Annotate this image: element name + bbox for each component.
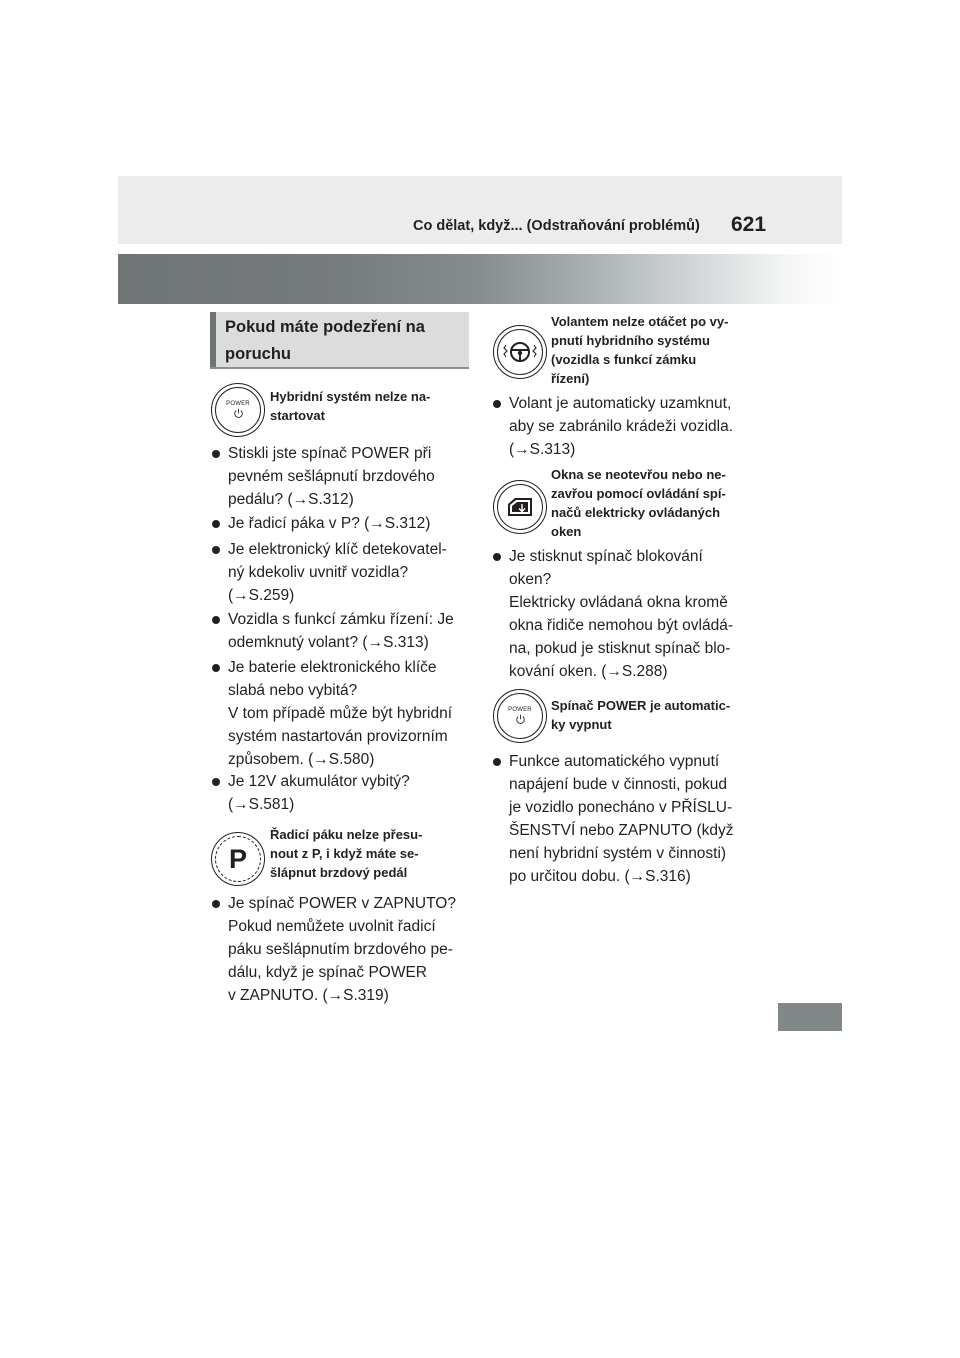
bullet-line: způsobem. (→S.580) xyxy=(228,751,375,768)
case-title-line: oken xyxy=(551,524,582,539)
chapter-side-tab xyxy=(778,1003,842,1031)
bullet-line: dálu, když je spínač POWER xyxy=(228,964,427,981)
heading-rule xyxy=(210,367,469,369)
case-title-steering xyxy=(551,312,728,388)
power-icon-label: POWER xyxy=(508,707,532,713)
bullet-line: odemknutý volant? (→S.313) xyxy=(228,634,429,651)
case-title-line: ky vypnut xyxy=(551,717,612,732)
bullet-line: není hybridní systém v činnosti) xyxy=(509,845,727,862)
case-title-windows xyxy=(551,465,726,541)
park-gear-icon xyxy=(211,832,265,886)
bullet-line: systém nastartován provizorním xyxy=(228,728,448,745)
bullet-dot-icon xyxy=(493,400,501,408)
power-symbol-icon xyxy=(233,408,244,419)
bullet-line: Je stisknut spínač blokování xyxy=(509,548,703,565)
case-title-line: (vozidla s funkcí zámku xyxy=(551,352,697,367)
bullet-line: V tom případě může být hybridní xyxy=(228,705,453,722)
case-title-hybrid-start xyxy=(270,387,430,425)
park-letter: P xyxy=(228,843,247,874)
power-button-icon xyxy=(493,689,547,743)
bullet-line: aby se zabránilo krádeži vozidla. xyxy=(509,418,734,435)
bullet-line: Je řadicí páka v P? (→S.312) xyxy=(228,515,431,532)
bullet-dot-icon xyxy=(212,778,220,786)
case-title-line: Volantem nelze otáčet po vy- xyxy=(551,314,729,329)
bullet-line: oken? xyxy=(509,571,552,588)
bullet-line: Je spínač POWER v ZAPNUTO? xyxy=(228,895,456,912)
header-gradient-bar xyxy=(118,254,842,304)
case-title-line: šlápnut brzdový pedál xyxy=(270,865,408,880)
case-title-line: startovat xyxy=(270,408,325,423)
page-header-title: Co dělat, když... (Odstraňování problémů) xyxy=(413,218,700,234)
bullet-dot-icon xyxy=(212,520,220,528)
bullet-line: (→S.313) xyxy=(509,441,576,458)
power-symbol-icon xyxy=(515,714,526,725)
bullet-dot-icon xyxy=(212,664,220,672)
bullet-line: Stiskli jste spínač POWER při xyxy=(228,445,432,462)
bullet-line: páku sešlápnutím brzdového pe- xyxy=(228,941,453,958)
bullet-dot-icon xyxy=(212,450,220,458)
case-title-line: pnutí hybridního systému xyxy=(551,333,710,348)
bullet-line: v ZAPNUTO. (→S.319) xyxy=(228,987,389,1004)
bullet-line: ŠENSTVÍ nebo ZAPNUTO (když xyxy=(509,822,734,839)
bullet-line: Vozidla s funkcí zámku řízení: Je xyxy=(228,611,454,628)
section-heading xyxy=(210,312,469,368)
bullet-dot-icon xyxy=(212,546,220,554)
steering-wheel-icon xyxy=(502,339,538,365)
bullet-line: pedálu? (→S.312) xyxy=(228,491,354,508)
bullet-line: je vozidlo ponecháno v PŘÍSLU- xyxy=(509,799,733,816)
case-title-shift-lever xyxy=(270,825,422,882)
bullet-line: slabá nebo vybitá? xyxy=(228,682,358,699)
bullet-line: kování oken. (→S.288) xyxy=(509,663,668,680)
bullet-line: Elektricky ovládaná okna kromě xyxy=(509,594,728,611)
case-title-line: zavřou pomocí ovládání spí- xyxy=(551,486,726,501)
steering-lock-icon xyxy=(493,325,547,379)
bullet-line: ný kdekoliv uvnitř vozidla? xyxy=(228,564,409,581)
case-title-line: nout z P, i když máte se- xyxy=(270,846,419,861)
bullet-line: (→S.259) xyxy=(228,587,295,604)
bullet-dot-icon xyxy=(212,900,220,908)
page-number: 621 xyxy=(731,213,767,236)
bullet-line: Je 12V akumulátor vybitý? xyxy=(228,773,410,790)
case-title-line: řízení) xyxy=(551,371,590,386)
window-lock-icon xyxy=(493,480,547,534)
bullet-line: Pokud nemůžete uvolnit řadicí xyxy=(228,918,436,935)
bullet-line: Je baterie elektronického klíče xyxy=(228,659,437,676)
bullet-line: pevném sešlápnutí brzdového xyxy=(228,468,435,485)
bullet-line: na, pokud je stisknut spínač blo- xyxy=(509,640,731,657)
power-button-icon xyxy=(211,383,265,437)
case-title-line: Spínač POWER je automatic- xyxy=(551,698,731,713)
bullet-line: okna řidiče nemohou být ovládá- xyxy=(509,617,734,634)
case-title-line: Řadicí páku nelze přesu- xyxy=(270,827,423,842)
bullet-line: Je elektronický klíč detekovatel- xyxy=(228,541,447,558)
case-title-auto-off xyxy=(551,696,730,734)
bullet-dot-icon xyxy=(493,758,501,766)
section-heading-line: Pokud máte podezření na xyxy=(225,318,425,336)
bullet-line: Funkce automatického vypnutí xyxy=(509,753,720,770)
case-title-line: Okna se neotevřou nebo ne- xyxy=(551,467,726,482)
power-icon-label: POWER xyxy=(226,401,250,407)
case-title-line: načů elektricky ovládaných xyxy=(551,505,721,520)
bullet-line: po určitou dobu. (→S.316) xyxy=(509,868,691,885)
bullet-dot-icon xyxy=(493,553,501,561)
section-heading-line: poruchu xyxy=(225,345,291,363)
case-title-line: Hybridní systém nelze na- xyxy=(270,389,431,404)
bullet-line: (→S.581) xyxy=(228,796,295,813)
bullet-line: Volant je automaticky uzamknut, xyxy=(509,395,732,412)
bullet-line: napájení bude v činnosti, pokud xyxy=(509,776,728,793)
bullet-dot-icon xyxy=(212,616,220,624)
power-window-icon xyxy=(506,496,534,518)
